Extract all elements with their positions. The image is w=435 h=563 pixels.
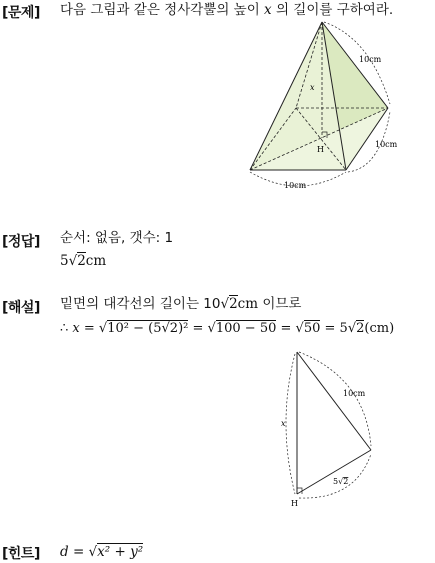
eq-part-4: 100 [215, 321, 241, 336]
pyramid-foot-label: H [317, 145, 324, 154]
explanation-line1-rad: 2 [229, 296, 238, 312]
eq-part-2: 2 [169, 321, 179, 336]
explanation-tag: [해설] [2, 300, 40, 316]
explanation-line1-after: cm 이므로 [237, 296, 302, 312]
eq-part-8: 2 [356, 321, 365, 336]
eq-part-5: 50 [259, 321, 277, 336]
pyramid-height-label: x [310, 83, 315, 92]
cross-height-label: x [281, 419, 286, 428]
problem-var: x [264, 2, 272, 18]
cross-section-figure [275, 348, 385, 510]
therefore-symbol: ∴ [60, 321, 69, 336]
eq-part-3: )² [178, 321, 189, 336]
problem-text-after: 의 길이를 구하여라. [271, 2, 394, 18]
answer-tag: [정답] [2, 234, 40, 250]
pyramid-base-front-label: 10cm [284, 181, 307, 190]
explanation-line1: 밑면의 대각선의 길이는 10√2cm 이므로 [60, 296, 302, 312]
answer-value-unit: cm [85, 253, 107, 269]
explanation-equation: ∴ x = √10² − (5√2)² = √100 − 50 = √50 = 5√2(cm) [60, 321, 395, 336]
eq-part-6: 50 [303, 321, 321, 336]
pyramid-base-right-label: 10cm [375, 140, 398, 149]
cross-edge-label: 10cm [343, 389, 366, 398]
equation-lhs: x [72, 321, 80, 336]
eq-part-7: 5 [339, 321, 348, 336]
explanation-line1-before: 밑면의 대각선의 길이는 10 [60, 296, 221, 312]
answer-line1: 순서: 없음, 갯수: 1 [60, 230, 174, 246]
hint-tag: [힌트] [2, 546, 40, 562]
cross-half-diag-label: 5√2 [333, 477, 349, 486]
eq-part-0: 10² [107, 321, 129, 336]
hint-radicand: x² + y² [97, 544, 144, 560]
answer-value-coef: 5 [60, 253, 69, 269]
cross-foot-label: H [291, 499, 298, 508]
problem-text-before: 다음 그림과 같은 정사각뿔의 높이 [60, 2, 265, 18]
eq-part-1: (5 [148, 321, 162, 336]
answer-value-rad: 2 [77, 253, 86, 269]
hint-lhs: d [60, 544, 69, 560]
problem-tag: [문제] [2, 5, 40, 21]
pyramid-figure [240, 18, 400, 190]
pyramid-edge-label: 10cm [359, 55, 382, 64]
hint-formula: d = √x² + y² [60, 544, 144, 560]
answer-value: 5√2cm [60, 253, 107, 269]
eq-part-9: (cm) [364, 321, 395, 336]
problem-text [60, 4, 393, 18]
